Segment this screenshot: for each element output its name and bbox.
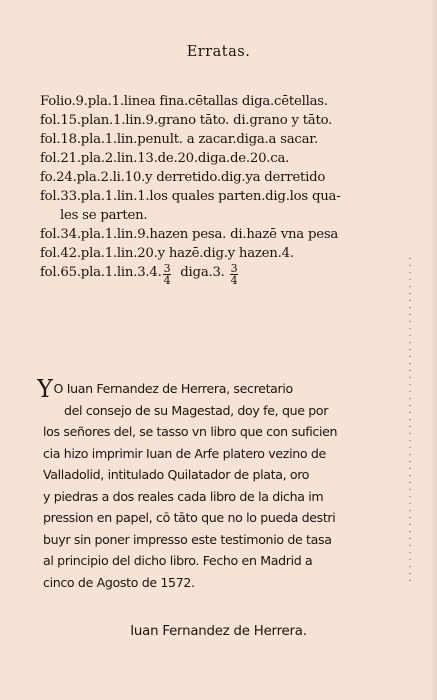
declaration-line: los señores del, se tasso vn libro que con suficien: [43, 424, 338, 439]
declaration-line: y piedras a dos reales cada libro de la dicha im: [43, 488, 324, 504]
errata-entry-continuation: les se parten.: [60, 208, 148, 223]
declaration-line-text: O Iuan Fernandez de Herrera, secretario: [53, 381, 293, 396]
errata-entry: fol.34.pla.1.lin.9.hazen pesa. di.hazē vna pesa: [40, 227, 339, 242]
errata-entry-correction: diga.3.: [180, 265, 225, 280]
errata-entry: fol.33.pla.1.lin.1.los quales parten.dig.los qua-: [40, 189, 341, 204]
errata-entry: fo.24.pla.2.li.10.y derretido.dig.ya derretido: [40, 170, 326, 185]
declaration-line: buyr sin poner impresso este testimonio de tasa: [43, 531, 332, 547]
page-title: Erratas.: [186, 44, 251, 60]
page-edge-dots: [409, 255, 411, 585]
errata-entry: fol.18.pla.1.lin.penult. a zacar.diga.a sacar.: [40, 132, 318, 147]
errata-entry-fraction: [40, 263, 412, 291]
declaration-line: cia hizo imprimir Iuan de Arfe platero vezino de: [43, 445, 326, 461]
fraction-three-quarters: [163, 263, 172, 286]
errata-entry-text: fol.65.pla.1.lin.3.4.: [40, 265, 162, 280]
fraction-denominator: 4: [230, 274, 238, 287]
fraction-numerator: 3: [230, 263, 238, 275]
tasa-declaration: [37, 378, 412, 593]
declaration-line: del consejo de su Magestad, doy fe, que por: [64, 402, 329, 418]
fraction-numerator: 3: [163, 263, 171, 275]
declaration-line: [37, 378, 412, 400]
declaration-line: al principio del dicho libro. Fecho en Madrid a: [43, 553, 313, 568]
declaration-line: pression en papel, cō tāto que no lo pueda destri: [43, 510, 336, 525]
page-edge-shadow: [431, 0, 437, 700]
errata-entry: fol.42.pla.1.lin.20.y hazē.dig.y hazen.4.: [40, 246, 294, 261]
errata-entry: fol.21.pla.2.lin.13.de.20.diga.de.20.ca.: [40, 151, 290, 166]
signature-line: Iuan Fernandez de Herrera.: [130, 624, 307, 639]
errata-entry: Folio.9.pla.1.linea fina.cētallas diga.cētellas.: [40, 94, 328, 109]
drop-cap: Y: [37, 378, 53, 400]
declaration-line: Valladolid, intitulado Quilatador de plata, oro: [43, 467, 310, 482]
fraction-denominator: 4: [163, 274, 171, 287]
errata-list: [40, 92, 412, 291]
fraction-three-quarters: [230, 263, 239, 286]
declaration-line: cinco de Agosto de 1572.: [43, 574, 195, 590]
errata-entry: fol.15.plan.1.lin.9.grano tāto. di.grano y tāto.: [40, 113, 333, 128]
